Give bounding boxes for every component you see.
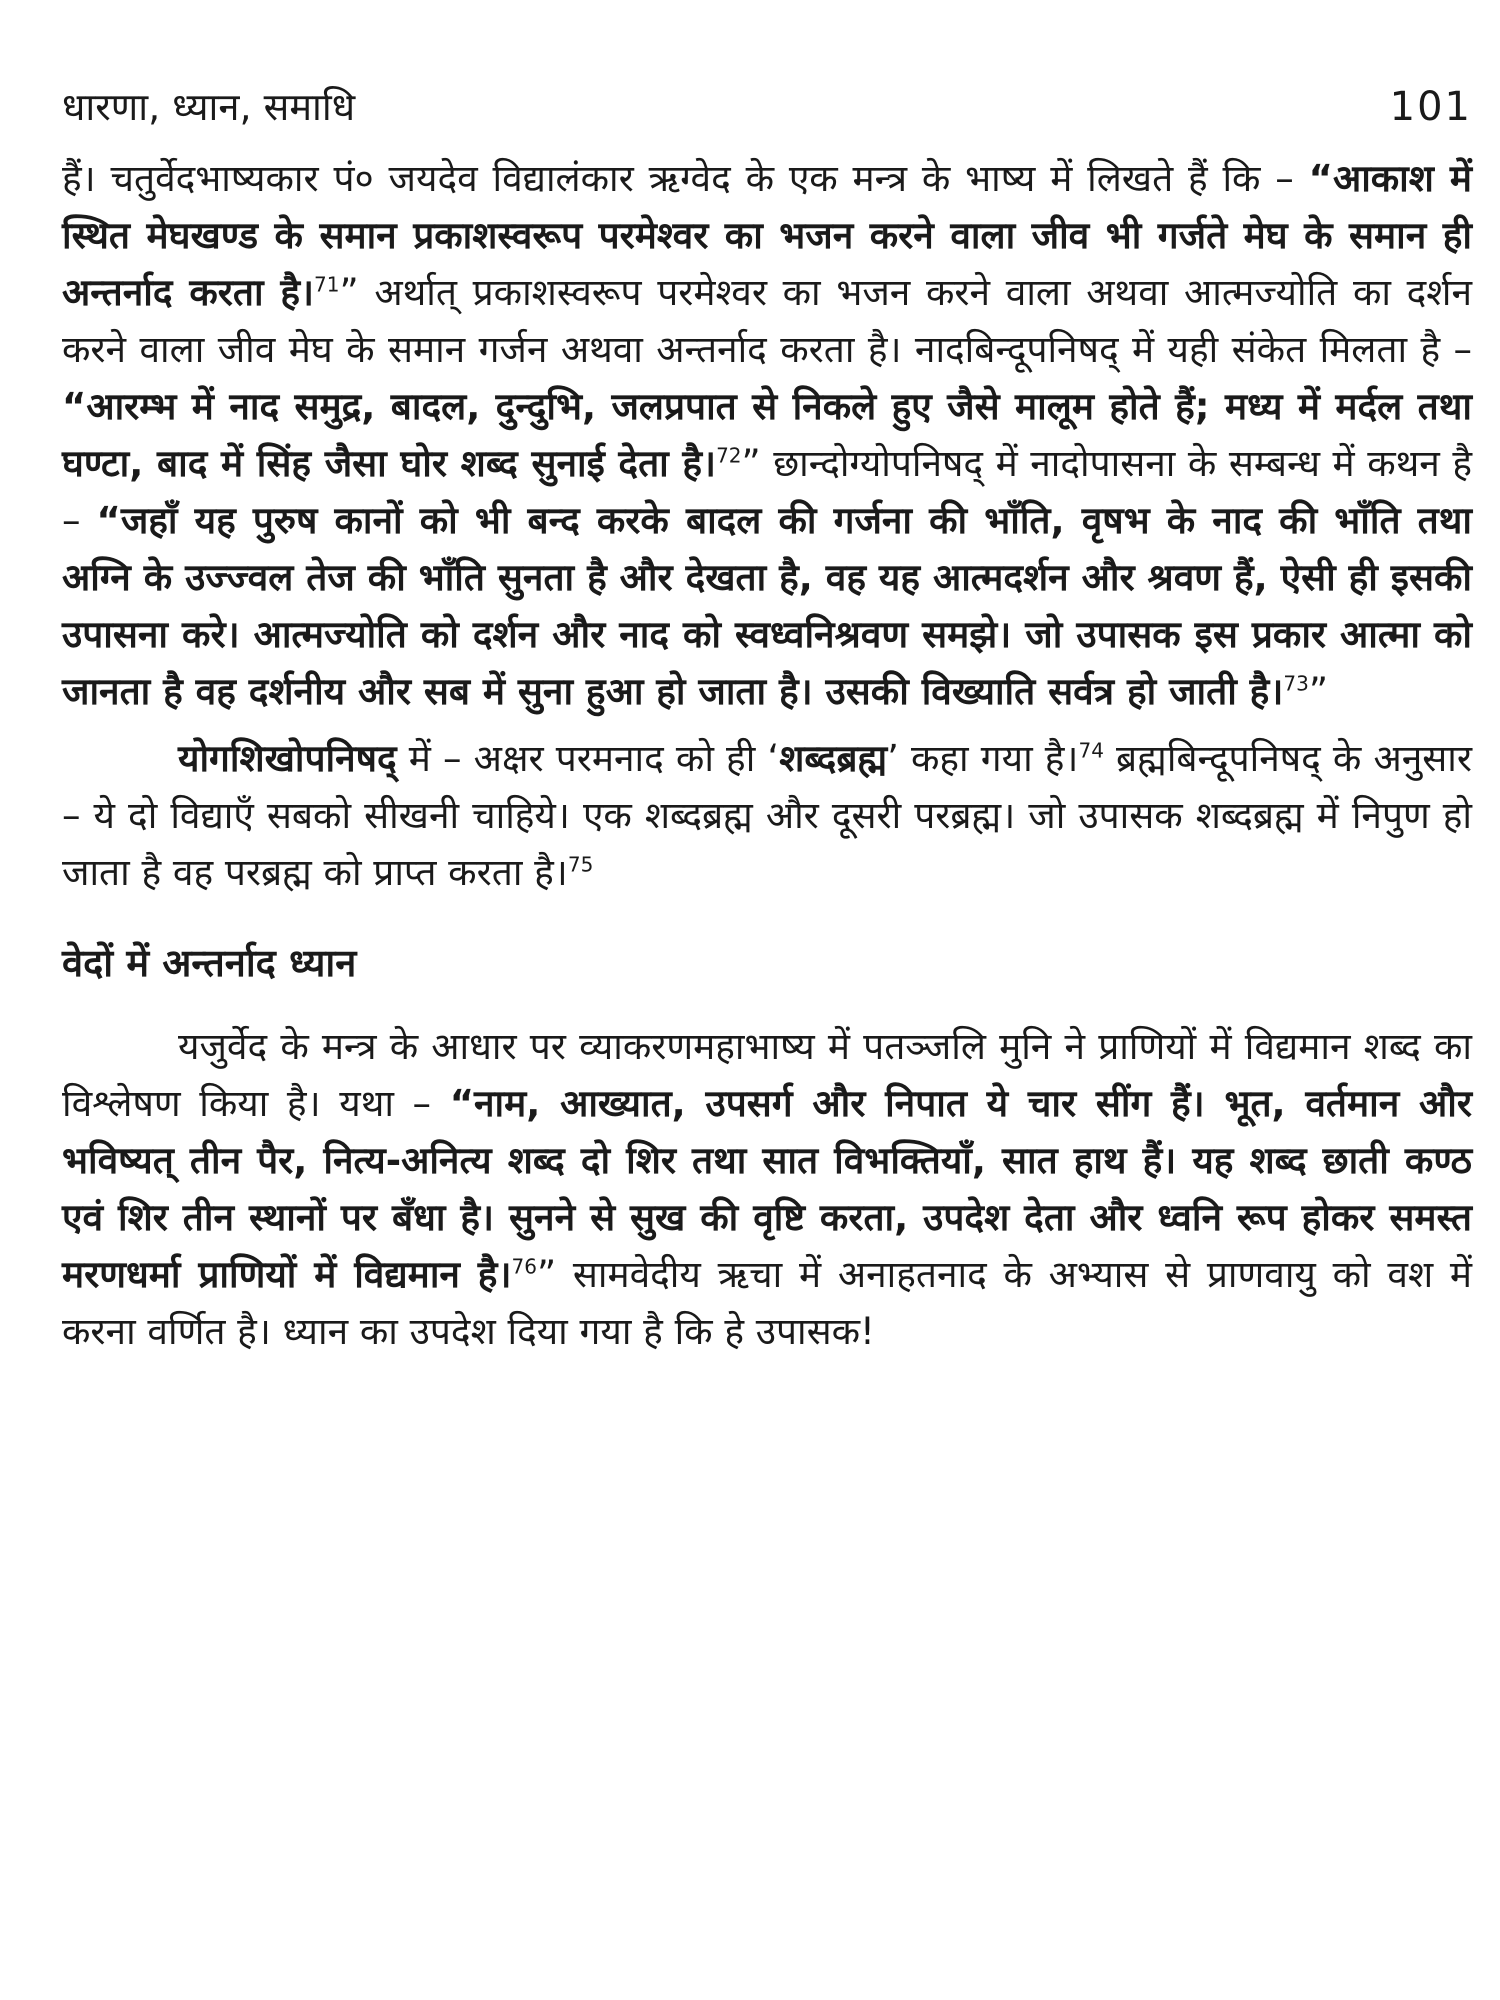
paragraph-2: [62, 730, 1472, 901]
term-shabdabrahma: शब्दब्रह्म: [779, 737, 888, 780]
page-number: 101: [1389, 84, 1472, 130]
text-run: में – अक्षर परमनाद को ही ‘: [396, 737, 780, 780]
book-page: [62, 80, 1472, 1980]
text-run: ” सामवेदीय ऋचा में अनाहतनाद के अभ्यास से प्राणवायु को वश में करना वर्णित है। ध्यान का उपदेश दिया गया है कि हे उपासक!: [62, 1253, 1472, 1353]
term-yogashikha: योगशिखोपनिषद्: [178, 737, 397, 780]
text-run: ” छान्दोग्योपनिषद् में नादोपासना के सम्बन्ध में कथन है –: [62, 442, 1472, 542]
header-title: धारणा, ध्यान, समाधि: [62, 85, 356, 129]
quote-nadabindu: “आरम्भ में नाद समुद्र, बादल, दुन्दुभि, जलप्रपात से निकले हुए जैसे मालूम होते हैं; मध्य में मर्दल तथा घण्टा, बाद में सिंह जैसा घोर शब्द सुनाई देता है।: [62, 385, 1472, 485]
text-run: ब्रह्मबिन्दूपनिषद् के अनुसार – ये दो विद्याएँ सबको सीखनी चाहिये। एक शब्दब्रह्म और दूसरी परब्रह्म। जो उपासक शब्दब्रह्म में निपुण हो जाता है वह परब्रह्म को प्राप्त करता है।: [62, 737, 1472, 894]
quote-mahabhashya: “नाम, आख्यात, उपसर्ग और निपात ये चार सींग हैं। भूत, वर्तमान और भविष्यत् तीन पैर, नित्य-अनित्य शब्द दो शिर तथा सात विभक्तियाँ, सात हाथ हैं। यह शब्द छाती कण्ठ एवं शिर तीन स्थानों पर बँधा है। सुनने से सुख की वृष्टि करता, उपदेश देता और ध्वनि रूप होकर समस्त मरणधर्मा प्राणियों में विद्यमान है।: [62, 1082, 1473, 1296]
quote-rigveda: “आकाश में स्थित मेघखण्ड के समान प्रकाशस्वरूप परमेश्वर का भजन करने वाला जीव भी गर्जते मेघ के समान ही अन्तर्नाद करता है।: [62, 157, 1472, 314]
section-heading: वेदों में अन्तर्नाद ध्यान: [62, 941, 357, 985]
footnote-ref-75: 75: [567, 852, 594, 877]
text-run: ” अर्थात् प्रकाशस्वरूप परमेश्वर का भजन करने वाला अथवा आत्मज्योति का दर्शन करने वाला जीव मेघ के समान गर्जन अथवा अन्तर्नाद करता है। नादबिन्दूपनिषद् में यही संकेत मिलता है –: [62, 271, 1472, 371]
text-run: यजुर्वेद के मन्त्र के आधार पर व्याकरणमहाभाष्य में पतञ्जलि मुनि ने प्राणियों में विद्यमान शब्द का विश्लेषण किया है। यथा –: [62, 1025, 1472, 1125]
footnote-ref-71: 71: [314, 272, 340, 297]
footnote-ref-73: 73: [1283, 671, 1309, 696]
footnote-ref-76: 76: [511, 1254, 537, 1279]
footnote-ref-74: 74: [1078, 738, 1104, 763]
paragraph-1: [62, 150, 1472, 720]
running-header: [62, 80, 1472, 150]
text-run: हैं। चतुर्वेदभाष्यकार पं० जयदेव विद्यालंकार ऋग्वेद के एक मन्त्र के भाष्य में लिखते हैं कि –: [62, 157, 1309, 200]
text-run: ’ कहा गया है।: [887, 737, 1079, 780]
footnote-ref-72: 72: [716, 443, 742, 468]
quote-chandogya: “जहाँ यह पुरुष कानों को भी बन्द करके बादल की गर्जना की भाँति, वृषभ के नाद की भाँति तथा अग्नि के उज्ज्वल तेज की भाँति सुनता है और देखता है, वह यह आत्मदर्शन और श्रवण हैं, ऐसी ही इसकी उपासना करे। आत्मज्योति को दर्शन और नाद को स्वध्वनिश्रवण समझे। जो उपासक इस प्रकार आत्मा को जानता है वह दर्शनीय और सब में सुना हुआ हो जाता है। उसकी विख्याति सर्वत्र हो जाती है।: [62, 499, 1472, 713]
text-run: ”: [1308, 670, 1328, 713]
paragraph-3: [62, 1018, 1472, 1360]
